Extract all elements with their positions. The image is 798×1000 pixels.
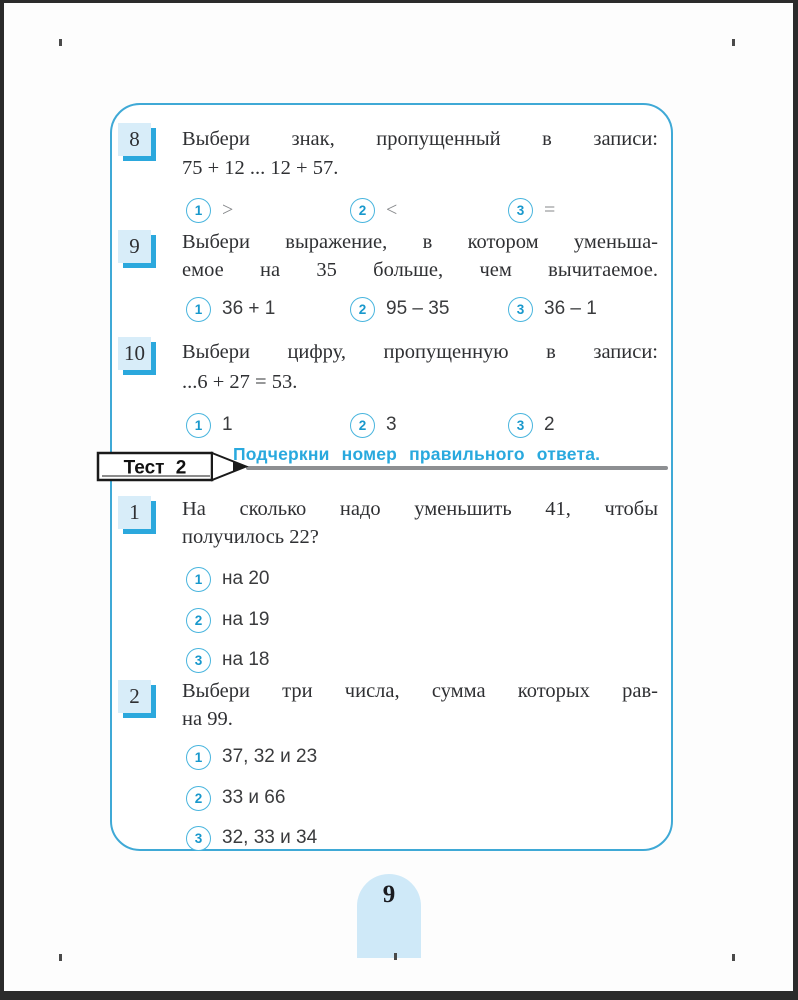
answer-option[interactable] bbox=[350, 197, 397, 223]
option-number-circle[interactable] bbox=[508, 413, 533, 438]
option-number-circle[interactable] bbox=[186, 198, 211, 223]
option-number-circle[interactable] bbox=[186, 608, 211, 633]
option-number: 1 bbox=[194, 301, 203, 317]
option-label: 1 bbox=[222, 414, 233, 435]
option-number-circle[interactable] bbox=[186, 297, 211, 322]
answer-option[interactable] bbox=[186, 566, 269, 592]
answer-option[interactable] bbox=[186, 825, 317, 851]
option-label: 36 – 1 bbox=[544, 298, 597, 319]
answer-option[interactable] bbox=[186, 412, 233, 438]
option-number: 3 bbox=[516, 202, 525, 218]
crop-mark bbox=[732, 954, 735, 961]
answer-option[interactable] bbox=[350, 412, 397, 438]
option-label: 37, 32 и 23 bbox=[222, 746, 318, 767]
crop-mark bbox=[59, 39, 62, 46]
question-number: 2 bbox=[129, 684, 140, 708]
option-label: 2 bbox=[544, 414, 555, 435]
test-label: Тест 2 bbox=[123, 457, 187, 479]
option-label: на 19 bbox=[222, 609, 270, 630]
question-text-line: На сколько надо уменьшить 41, чтобы bbox=[182, 498, 658, 520]
page-number-tab bbox=[357, 874, 421, 958]
option-number: 2 bbox=[194, 790, 203, 806]
option-number-circle[interactable] bbox=[508, 198, 533, 223]
option-number: 1 bbox=[194, 571, 203, 587]
test-instruction: Подчеркни номер правильного ответа. bbox=[233, 444, 601, 464]
question-number-badge bbox=[118, 496, 151, 529]
question-number-badge bbox=[118, 680, 151, 713]
option-number-circle[interactable] bbox=[350, 413, 375, 438]
answer-option[interactable] bbox=[186, 607, 269, 633]
option-label: < bbox=[386, 198, 398, 221]
answer-option[interactable] bbox=[350, 296, 449, 322]
question-text-line: емое на 35 больше, чем вычитаемое. bbox=[182, 259, 658, 281]
option-number-circle[interactable] bbox=[508, 297, 533, 322]
option-number: 1 bbox=[194, 417, 203, 433]
question-number-badge bbox=[118, 123, 151, 156]
option-label: 3 bbox=[386, 414, 397, 435]
option-label: > bbox=[222, 198, 234, 221]
option-number-circle[interactable] bbox=[186, 648, 211, 673]
option-number-circle[interactable] bbox=[186, 826, 211, 851]
question-number: 8 bbox=[129, 127, 140, 151]
option-number: 3 bbox=[516, 417, 525, 433]
option-label: на 18 bbox=[222, 649, 270, 670]
option-number: 2 bbox=[358, 417, 367, 433]
question-text-line: Выбери выражение, в котором уменьша- bbox=[182, 231, 658, 253]
option-label: 95 – 35 bbox=[386, 298, 450, 319]
answer-option[interactable] bbox=[186, 197, 233, 223]
answer-option[interactable] bbox=[186, 296, 275, 322]
question-number-badge bbox=[118, 230, 151, 263]
option-number: 1 bbox=[194, 749, 203, 765]
answer-option[interactable] bbox=[186, 744, 317, 770]
option-number: 1 bbox=[194, 202, 203, 218]
option-label: 32, 33 и 34 bbox=[222, 827, 318, 848]
question-number: 10 bbox=[124, 341, 145, 365]
answer-option[interactable] bbox=[508, 296, 597, 322]
option-number: 2 bbox=[194, 612, 203, 628]
crop-mark bbox=[59, 954, 62, 961]
question-text-line: Выбери три числа, сумма которых рав- bbox=[182, 680, 658, 702]
option-number: 3 bbox=[516, 301, 525, 317]
divider-rule bbox=[246, 466, 668, 470]
answer-option[interactable] bbox=[508, 412, 555, 438]
option-number: 3 bbox=[194, 830, 203, 846]
option-number-circle[interactable] bbox=[186, 413, 211, 438]
page-number: 9 bbox=[382, 881, 396, 908]
question-text-line: ...6 + 27 = 53. bbox=[182, 371, 298, 393]
question-number: 1 bbox=[129, 500, 140, 524]
option-label: 33 и 66 bbox=[222, 787, 286, 808]
option-number-circle[interactable] bbox=[186, 567, 211, 592]
option-number: 3 bbox=[194, 652, 203, 668]
option-label: на 20 bbox=[222, 568, 270, 589]
option-number-circle[interactable] bbox=[350, 198, 375, 223]
option-number-circle[interactable] bbox=[350, 297, 375, 322]
question-text-line: Выбери цифру, пропущенную в записи: bbox=[182, 341, 658, 363]
option-number-circle[interactable] bbox=[186, 745, 211, 770]
crop-mark bbox=[394, 953, 397, 960]
question-number-badge bbox=[118, 337, 151, 370]
question-text-line: Выбери знак, пропущенный в записи: bbox=[182, 128, 658, 150]
answer-option[interactable] bbox=[186, 785, 285, 811]
option-label: = bbox=[544, 198, 556, 221]
option-number-circle[interactable] bbox=[186, 786, 211, 811]
option-number: 2 bbox=[358, 301, 367, 317]
option-label: 36 + 1 bbox=[222, 298, 276, 319]
answer-option[interactable] bbox=[186, 647, 269, 673]
answer-option[interactable] bbox=[508, 197, 555, 223]
question-text-line: 75 + 12 ... 12 + 57. bbox=[182, 157, 339, 179]
question-text-line: на 99. bbox=[182, 708, 233, 730]
crop-mark bbox=[732, 39, 735, 46]
pencil-icon bbox=[96, 449, 252, 485]
option-number: 2 bbox=[358, 202, 367, 218]
question-number: 9 bbox=[129, 234, 140, 258]
question-text-line: получилось 22? bbox=[182, 526, 319, 548]
